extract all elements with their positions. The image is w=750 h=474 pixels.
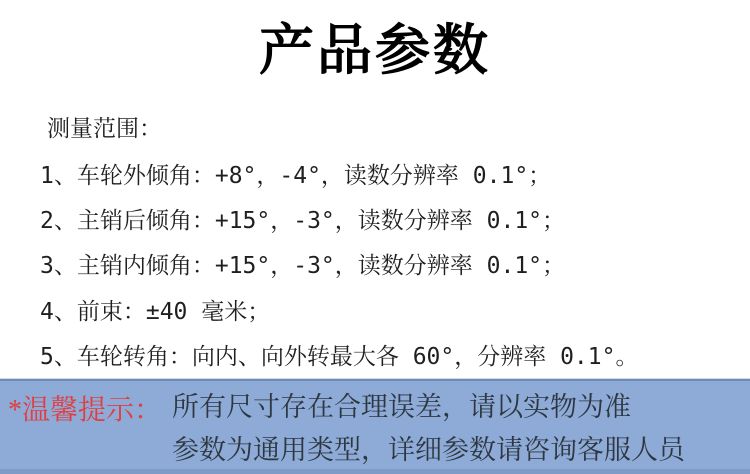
- notice-line-1: 所有尺寸存在合理误差，请以实物为准: [172, 392, 631, 422]
- spec-item-kingpin-inclination: 3、主销内倾角：+15°，-3°，读数分辨率 0.1°；: [40, 253, 566, 279]
- notice-line-2: 参数为通用类型，详细参数请咨询客服人员: [172, 435, 685, 465]
- spec-item-wheel-turning-angle: 5、车轮转角：向内、向外转最大各 60°，分辨率 0.1°。: [40, 344, 639, 370]
- notice-banner: [0, 378, 750, 474]
- spec-item-camber-angle: 1、车轮外倾角：+8°，-4°，读数分辨率 0.1°；: [40, 163, 552, 189]
- notice-label: *温馨提示：: [8, 395, 163, 426]
- page-title: 产品参数: [258, 19, 491, 81]
- spec-item-toe-in: 4、前束：±40 毫米；: [40, 299, 271, 325]
- measurement-range-label: 测量范围：: [47, 116, 162, 142]
- notice-text: [172, 386, 685, 472]
- spec-item-caster-angle: 2、主销后倾角：+15°，-3°，读数分辨率 0.1°；: [40, 208, 566, 234]
